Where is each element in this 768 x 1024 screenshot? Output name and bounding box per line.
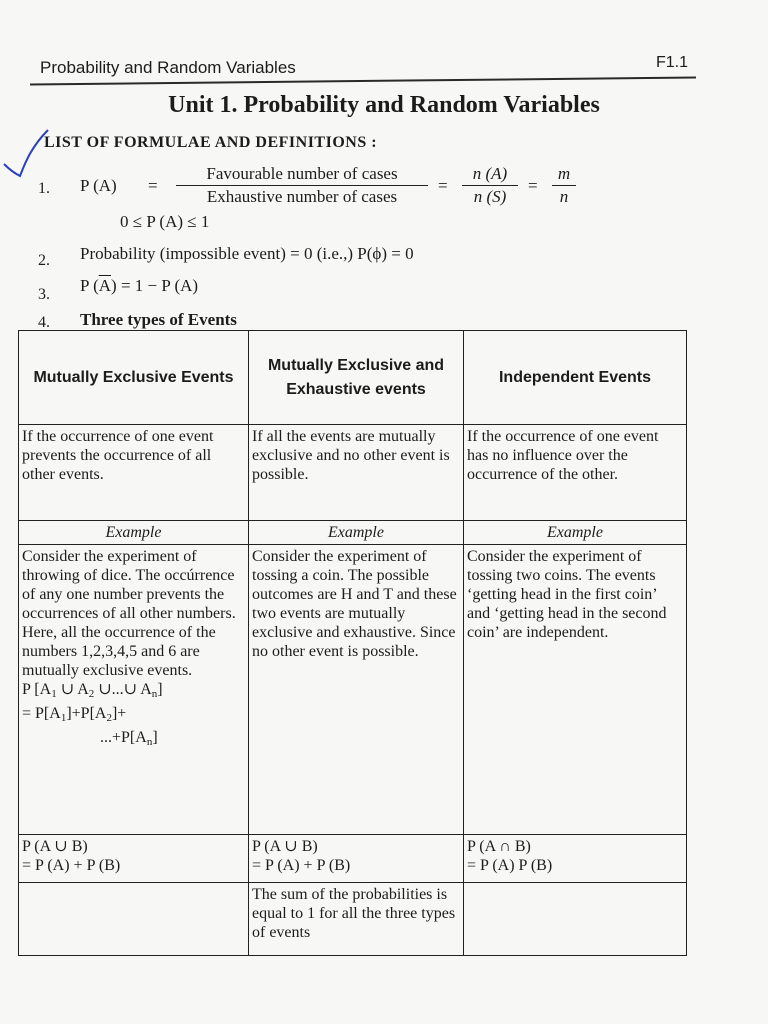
formula-1-fraction-3 — [552, 164, 576, 207]
formula-3-complement-a: $\overline{A}$ — [98, 276, 112, 295]
union-formula-line-1: P [$A_1$ ∪ $A_2$ ∪...∪ $A_n$] — [22, 681, 163, 700]
formula-1-lhs: P (A) — [80, 176, 117, 195]
union-formula-line-3: $...+P[A_n]$ — [100, 729, 158, 748]
formula-1-denominator: Exhaustive number of cases — [206, 187, 398, 206]
formula-4-text: Three types of Events — [80, 310, 237, 329]
formula-3-rhs: ) = 1 − P (A) — [111, 276, 199, 295]
example-text-1: Consider the experiment of throwing of dice. The occúrrence of any one number prevents the occurrences of all other numbers. Here, all the occurrence of the numbers 1,2,3,4,5 and 6 are mutually exclusive events. — [22, 548, 236, 679]
header-mutually-exclusive: Mutually Exclusive Events — [19, 331, 249, 425]
formula-2-text: Probability (impossible event) = 0 (i.e.,) P(ϕ) = 0 — [80, 244, 414, 263]
definition-independent: If the occurrence of one event has no influence over the occurrence of the other. — [464, 425, 687, 521]
unit-title: Unit 1. Probability and Random Variables — [168, 92, 600, 118]
example-mutually-exclusive — [19, 545, 249, 835]
example-label-1: Example — [19, 521, 249, 545]
formula-2-number: 2. — [38, 252, 50, 269]
example-exhaustive: Consider the experiment of tossing a coin. The possible outcomes are H and T and these two events are mutually exclusive and exhaustive. Since no other event is possible. — [249, 545, 464, 835]
formula-1-bound: 0 ≤ P (A) ≤ 1 — [120, 212, 210, 231]
union-formula-line-2: = $P[A_1]+P[A_2]+$ — [22, 705, 127, 724]
formula-1-equals-3: = — [528, 176, 538, 195]
formula-3-number: 3. — [38, 286, 50, 303]
formula-1-frac2-den: n (S) — [473, 187, 507, 206]
rule-mutually-exclusive: P (A ∪ B) = P (A) + P (B) — [19, 835, 249, 883]
list-heading: LIST OF FORMULAE AND DEFINITIONS : — [44, 134, 378, 151]
definition-exhaustive: If all the events are mutually exclusive and no other event is possible. — [249, 425, 464, 521]
formula-1-frac3-den: n — [559, 187, 569, 206]
example-label-2: Example — [249, 521, 464, 545]
header-mutually-exclusive-exhaustive: Mutually Exclusive and Exhaustive events — [249, 331, 464, 425]
formula-3-text — [80, 276, 198, 296]
rule-exhaustive: P (A ∪ B) = P (A) + P (B) — [249, 835, 464, 883]
formula-4-number: 4. — [38, 314, 50, 331]
empty-cell-left — [19, 883, 249, 956]
event-types-table — [18, 330, 686, 955]
formula-1-fraction-2 — [462, 164, 518, 207]
formula-1-frac2-num: n (A) — [462, 164, 518, 186]
header-independent: Independent Events — [464, 331, 687, 425]
formula-1-frac3-num: m — [552, 164, 576, 186]
empty-cell-right — [464, 883, 687, 956]
rule-independent: P (A ∩ B) = P (A) P (B) — [464, 835, 687, 883]
formula-1-equals-2: = — [438, 176, 448, 195]
formula-1-number: 1. — [38, 180, 50, 197]
example-label-3: Example — [464, 521, 687, 545]
page-code: F1.1 — [655, 54, 688, 71]
formula-3-lhs-prefix: P ( — [80, 276, 99, 295]
sum-probabilities-note: The sum of the probabilities is equal to 1 for all the three types of events — [249, 883, 464, 956]
example-independent: Consider the experiment of tossing two coins. The events ‘getting head in the first coin’ and ‘getting head in the second coin’ are independent. — [464, 545, 687, 835]
formula-1-fraction — [176, 164, 428, 207]
definition-mutually-exclusive: If the occurrence of one event prevents the occurrence of all other events. — [19, 425, 249, 521]
running-title: Probability and Random Variables — [40, 58, 296, 77]
formula-1-numerator: Favourable number of cases — [176, 164, 428, 186]
formula-1-equals: = — [148, 176, 158, 195]
